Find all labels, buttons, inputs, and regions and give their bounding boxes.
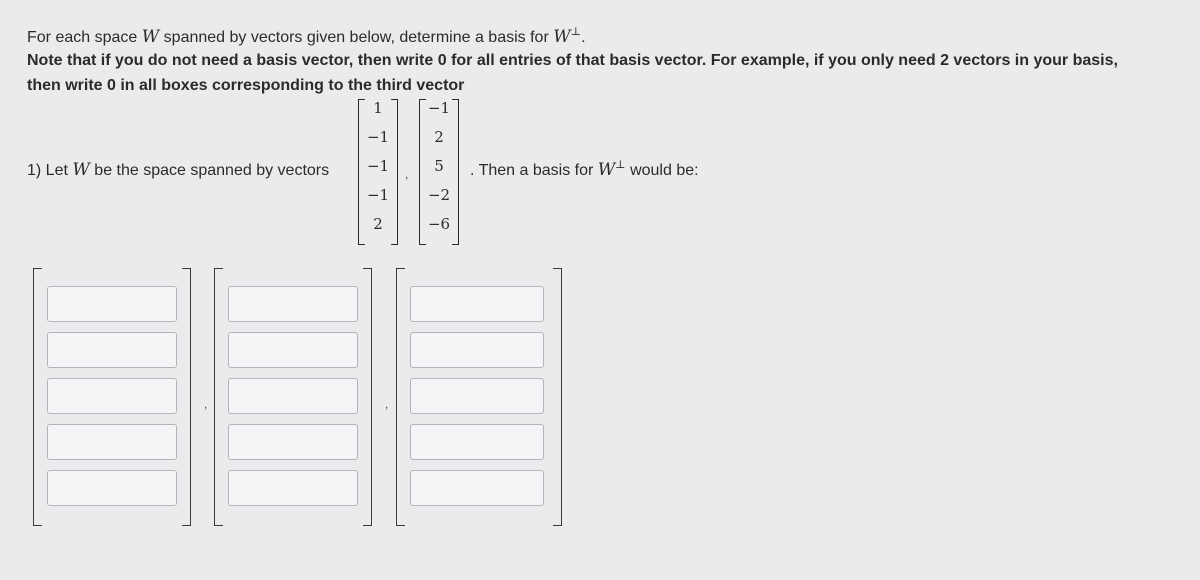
note-line-2: then write 0 in all boxes corresponding to the third vector <box>27 77 465 94</box>
answer-input-v3-r3[interactable] <box>410 378 544 414</box>
bracket-left <box>396 268 405 526</box>
answer-input-v2-r1[interactable] <box>228 286 358 322</box>
answer-separator: , <box>204 397 208 411</box>
vector-entry: 2 <box>373 215 383 233</box>
answer-input-v2-r4[interactable] <box>228 424 358 460</box>
given-vector-1 <box>358 99 398 245</box>
vector-entry: −1 <box>366 157 390 175</box>
answer-input-v3-r1[interactable] <box>410 286 544 322</box>
answer-input-v1-r4[interactable] <box>47 424 177 460</box>
answer-vector-2 <box>214 268 372 526</box>
vector-entry: −1 <box>366 128 390 146</box>
answer-input-v1-r5[interactable] <box>47 470 177 506</box>
answer-input-v3-r5[interactable] <box>410 470 544 506</box>
note-line-1: Note that if you do not need a basis vector, then write 0 for all entries of that basis vector. For example, if you only need 2 vectors in your basis, <box>27 52 1118 69</box>
bracket-left <box>33 268 42 526</box>
problem-prefix <box>27 160 329 180</box>
instruction-text: For each space <box>27 29 142 46</box>
vector-separator: , <box>405 167 409 181</box>
bracket-left <box>214 268 223 526</box>
answer-input-v3-r2[interactable] <box>410 332 544 368</box>
answer-vector-1 <box>33 268 191 526</box>
vector-entry: 5 <box>434 157 444 175</box>
bracket-right <box>182 268 191 526</box>
problem-number: 1) Let <box>27 162 73 179</box>
math-W-perp: W <box>597 160 616 180</box>
instruction-line <box>27 27 586 47</box>
vector-entry: 1 <box>373 99 383 117</box>
vector-entry: −1 <box>427 99 451 117</box>
instruction-text-cont: spanned by vectors given below, determine a basis for <box>159 29 554 46</box>
given-vector-2 <box>419 99 459 245</box>
perp-symbol: ⊥ <box>615 158 626 171</box>
problem-text: be the space spanned by vectors <box>89 162 330 179</box>
answer-separator: , <box>385 397 389 411</box>
answer-input-v3-r4[interactable] <box>410 424 544 460</box>
vector-entry: −6 <box>427 215 451 233</box>
answer-input-v2-r5[interactable] <box>228 470 358 506</box>
instruction-period: . <box>581 29 586 46</box>
answer-input-v1-r2[interactable] <box>47 332 177 368</box>
perp-symbol: ⊥ <box>570 25 582 38</box>
answer-input-v2-r3[interactable] <box>228 378 358 414</box>
bracket-right <box>553 268 562 526</box>
bracket-right <box>363 268 372 526</box>
would-be-text: would be: <box>625 162 699 179</box>
answer-vector-3 <box>396 268 562 526</box>
math-W: W <box>141 27 160 47</box>
vector-entry: −1 <box>366 186 390 204</box>
problem-suffix <box>470 160 699 180</box>
vector-entry: 2 <box>434 128 444 146</box>
math-W-perp: W <box>553 27 571 47</box>
vector-entry: −2 <box>427 186 451 204</box>
then-text: . Then a basis for <box>470 162 598 179</box>
math-W: W <box>72 160 90 180</box>
answer-input-v2-r2[interactable] <box>228 332 358 368</box>
answer-input-v1-r1[interactable] <box>47 286 177 322</box>
answer-input-v1-r3[interactable] <box>47 378 177 414</box>
